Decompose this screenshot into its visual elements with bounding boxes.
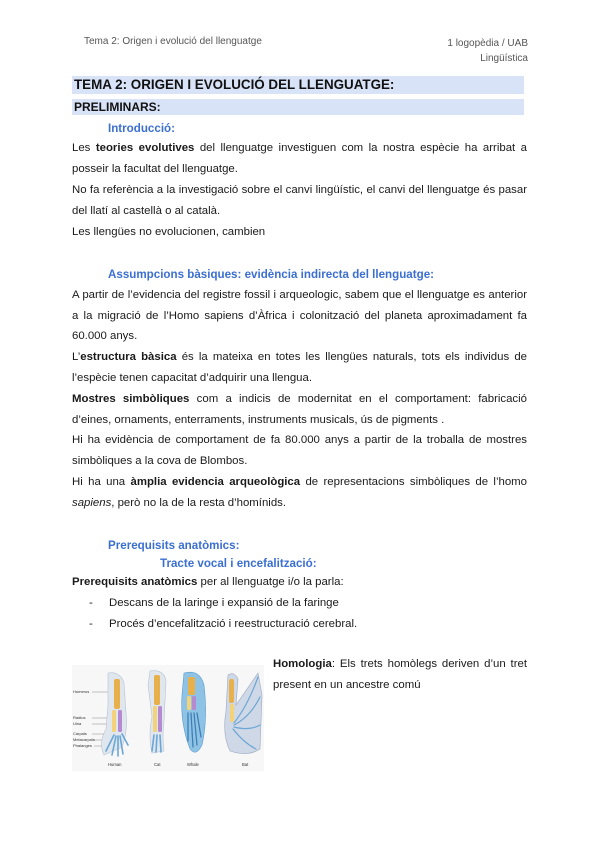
figure-caption-whale: Whale	[187, 762, 199, 767]
section-title: PRELIMINARS:	[74, 100, 161, 114]
intro-heading: Introducció:	[108, 122, 175, 135]
assumptions-paragraph-3	[72, 389, 527, 430]
homology-figure	[72, 665, 264, 771]
italic-term: sapiens	[72, 496, 112, 509]
figure-label-ulna: Ulna	[73, 721, 82, 726]
text-run: de representacions simbòliques de l’homo	[300, 476, 527, 488]
forelimb-illustration	[72, 665, 264, 771]
list-item	[72, 593, 527, 614]
intro-paragraph-3: Les llengües no evolucionen, cambien	[72, 226, 266, 238]
running-header-right	[447, 36, 528, 66]
text-run: : Els trets homòlegs deriven d’un tret present en un ancestre comú	[273, 658, 527, 691]
text-run: Hi ha una	[72, 476, 131, 488]
figure-label-humerus: Humerus	[73, 689, 90, 694]
text-run: com a indicis de modernitat en el comportament: fabricació d’eines, ornaments, enterraments, instruments musicals, ús de pigments .	[72, 393, 527, 426]
assumptions-paragraph-2	[72, 347, 527, 388]
bold-term: teories evolutives	[95, 142, 195, 154]
dash-bullet: -	[89, 597, 93, 609]
text-run: és la mateixa en totes les llengües naturals, tots els individus de l’espècie tenen capacitat d’adquirir una llengua.	[72, 351, 527, 384]
figure-caption-cat: Cat	[154, 762, 161, 767]
list-item-text: Descans de la laringe i expansió de la faringe	[109, 597, 339, 609]
prereq-subheading: Tracte vocal i encefalització:	[160, 557, 317, 570]
figure-label-metacarpals: Metacarpals	[73, 737, 95, 742]
bold-term: àmplia evidencia arqueològica	[130, 476, 301, 488]
assumptions-paragraph-4: Hi ha evidència de comportament de fa 80.000 anys a partir de la troballa de mostres simbòliques a la cova de Blombos.	[72, 434, 527, 467]
figure-label-phalanges: Phalanges	[73, 743, 92, 748]
prereq-lead	[72, 572, 527, 593]
prereq-heading: Prerequisits anatòmics:	[108, 539, 240, 552]
bold-term: Mostres simbòliques	[72, 393, 190, 405]
text-run: Les	[72, 142, 96, 154]
text-run: L’	[72, 351, 81, 363]
figure-label-radius: Radius	[73, 715, 86, 720]
intro-paragraph-1	[72, 138, 527, 179]
text-run: del llenguatge investiguen com la nostra espècie ha arribat a posseir la facultat del llenguatge.	[72, 142, 528, 175]
prereq-list	[72, 593, 527, 635]
list-item-text: Procés d’encefalització i reestructuració cerebral.	[109, 618, 358, 630]
assumptions-paragraph-1: A partir de l’evidencia del registre fossil i arqueologic, sabem que el llenguatge es anterior a la migració de l’Homo sapiens d’Àfrica i colonització del planeta aproximadament fa 60.000 anys.	[72, 289, 527, 342]
header-subject: Lingüística	[480, 53, 528, 64]
text-run: , però no la de la resta d’homínids.	[111, 496, 287, 509]
figure-caption-human: Human	[108, 762, 122, 767]
dash-bullet: -	[89, 618, 93, 630]
homology-paragraph	[273, 654, 527, 695]
title-band	[72, 76, 524, 94]
text-run: per al llenguatge i/o la parla:	[197, 576, 344, 588]
running-header-left: Tema 2: Origen i evolució del llenguatge	[84, 36, 262, 47]
bold-term: estructura bàsica	[80, 351, 177, 363]
section-band	[72, 99, 524, 115]
figure-caption-bat: Bat	[242, 762, 249, 767]
bold-term: Prerequisits anatòmics	[72, 576, 198, 588]
assumptions-heading: Assumpcions bàsiques: evidència indirecta del llenguatge:	[108, 268, 435, 281]
header-course: 1 logopèdia / UAB	[447, 38, 528, 49]
assumptions-paragraph-5	[72, 472, 527, 513]
figure-label-carpals: Carpals	[73, 731, 87, 736]
document-title: TEMA 2: ORIGEN I EVOLUCIÓ DEL LLENGUATGE:	[74, 77, 395, 92]
intro-paragraph-2: No fa referència a la investigació sobre el canvi lingüístic, el canvi del llenguatge és pasar del llatí al castellà o al català.	[72, 184, 527, 217]
bold-term: Homologia	[273, 658, 332, 670]
list-item	[72, 614, 527, 635]
